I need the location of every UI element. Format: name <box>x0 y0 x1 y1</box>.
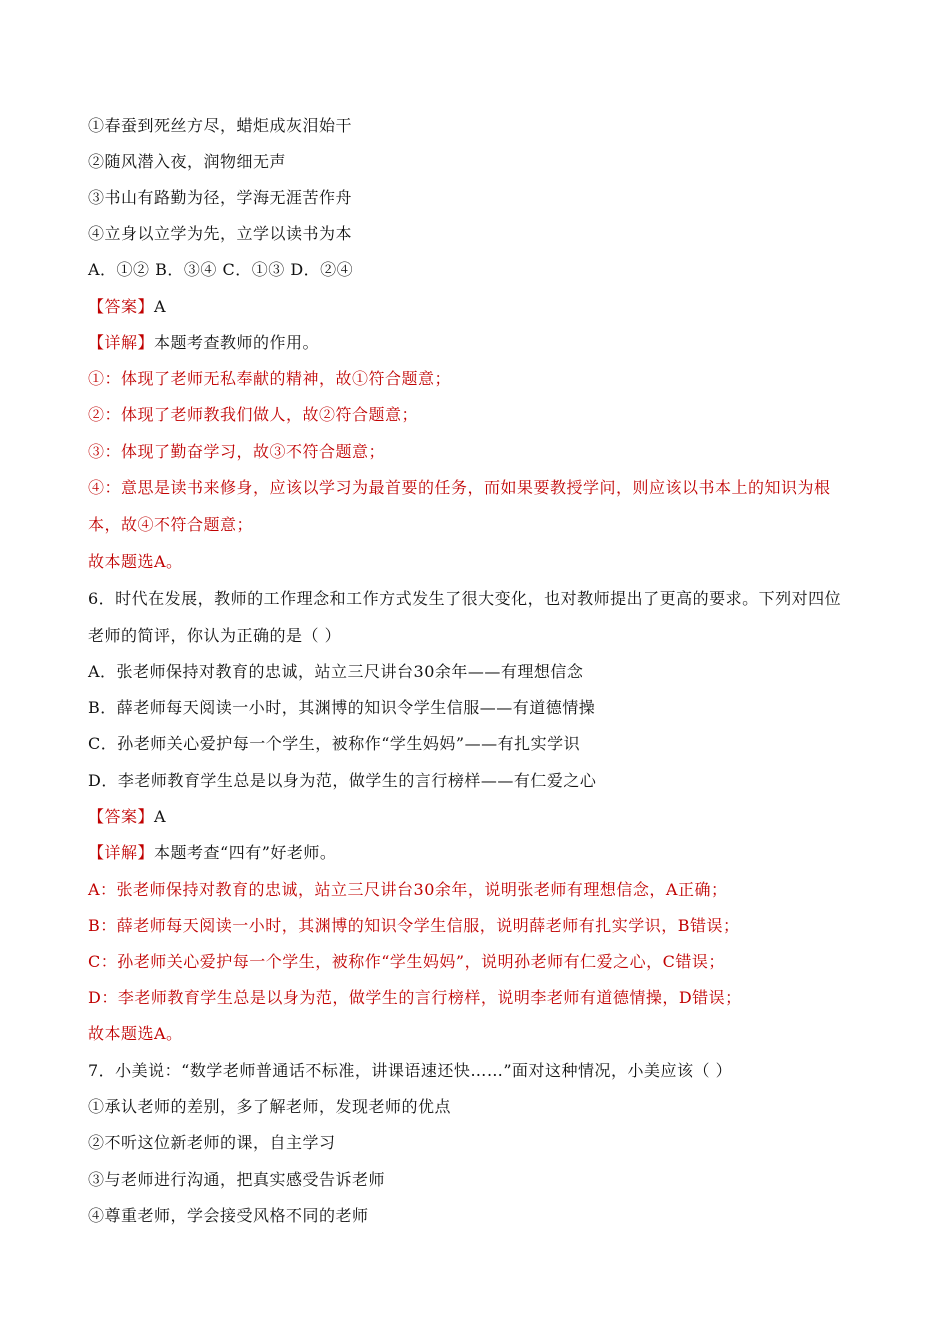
q5-explanation-1: ①：体现了老师无私奉献的精神，故①符合题意； <box>88 369 452 388</box>
answer-value: A <box>154 297 167 316</box>
q5-option-3: ③书山有路勤为径，学海无涯苦作舟 <box>88 188 353 207</box>
q6-option-b: B．薛老师每天阅读一小时，其渊博的知识令学生信服——有道德情操 <box>88 698 596 717</box>
q5-explanation-4-cont: 本，故④不符合题意； <box>88 515 254 534</box>
detail-label: 【详解】 <box>88 843 155 862</box>
q5-option-1: ①春蚕到死丝方尽，蜡炬成灰泪始干 <box>88 116 353 135</box>
detail-intro: 本题考查教师的作用。 <box>154 333 320 352</box>
q6-stem-line-2: 老师的简评，你认为正确的是（ ） <box>88 626 342 645</box>
q5-answer <box>88 297 166 317</box>
q6-explanation-b: B：薛老师每天阅读一小时，其渊博的知识令学生信服，说明薛老师有扎实学识，B错误； <box>88 916 740 935</box>
q7-option-1: ①承认老师的差别，多了解老师，发现老师的优点 <box>88 1097 452 1116</box>
q5-explanation-3: ③：体现了勤奋学习，故③不符合题意； <box>88 442 386 461</box>
q5-option-2: ②随风潜入夜，润物细无声 <box>88 152 287 171</box>
q6-stem-line-1: 6．时代在发展，教师的工作理念和工作方式发生了很大变化，也对教师提出了更高的要求。下列对四位 <box>88 589 842 608</box>
q6-explanation-c: C：孙老师关心爱护每一个学生，被称作“学生妈妈”，说明孙老师有仁爱之心，C错误； <box>88 952 725 971</box>
q6-explanation-a: A：张老师保持对教育的忠诚，站立三尺讲台30余年，说明张老师有理想信念，A正确； <box>88 880 728 899</box>
q5-option-4: ④立身以立学为先，立学以读书为本 <box>88 224 353 243</box>
q5-detail <box>88 333 319 353</box>
answer-label: 【答案】 <box>88 297 155 316</box>
q6-option-a: A．张老师保持对教育的忠诚，站立三尺讲台30余年——有理想信念 <box>88 662 584 681</box>
q6-conclusion: 故本题选A。 <box>88 1024 183 1043</box>
q6-detail <box>88 843 336 863</box>
q6-explanation-d: D：李老师教育学生总是以身为范，做学生的言行榜样，说明李老师有道德情操，D错误； <box>88 988 742 1007</box>
q6-option-d: D．李老师教育学生总是以身为范，做学生的言行榜样——有仁爱之心 <box>88 771 597 790</box>
detail-intro: 本题考查“四有”好老师。 <box>154 843 337 862</box>
answer-value: A <box>154 807 167 826</box>
q7-option-3: ③与老师进行沟通，把真实感受告诉老师 <box>88 1170 386 1189</box>
q5-explanation-4: ④：意思是读书来修身，应该以学习为最首要的任务，而如果要教授学问，则应该以书本上的知识为根 <box>88 478 831 497</box>
q7-stem: 7．小美说：“数学老师普通话不标准，讲课语速还快……”面对这种情况，小美应该（ ） <box>88 1061 733 1080</box>
q7-option-2: ②不听这位新老师的课，自主学习 <box>88 1133 336 1152</box>
q5-choices: A．①② B．③④ C．①③ D．②④ <box>88 260 354 279</box>
detail-label: 【详解】 <box>88 333 155 352</box>
q5-conclusion: 故本题选A。 <box>88 552 183 571</box>
q7-option-4: ④尊重老师，学会接受风格不同的老师 <box>88 1206 369 1225</box>
q6-answer <box>88 807 166 827</box>
q6-option-c: C．孙老师关心爱护每一个学生，被称作“学生妈妈”——有扎实学识 <box>88 734 581 753</box>
answer-label: 【答案】 <box>88 807 155 826</box>
q5-explanation-2: ②：体现了老师教我们做人，故②符合题意； <box>88 405 419 424</box>
